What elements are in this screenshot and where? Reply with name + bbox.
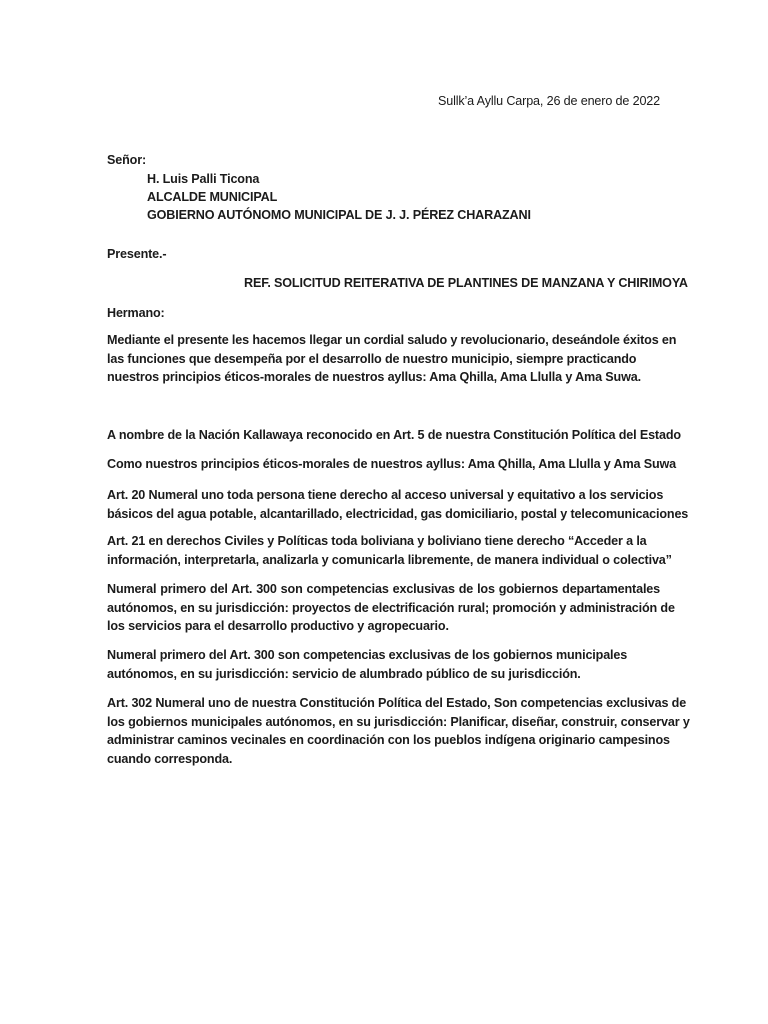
paragraph-line: Numeral primero del Art. 300 son competencias exclusivas de los gobiernos departamentales (107, 582, 660, 596)
salutation: Señor: (107, 153, 146, 167)
reference-line: REF. SOLICITUD REITERATIVA DE PLANTINES DE MANZANA Y CHIRIMOYA (244, 276, 688, 290)
paragraph-line: A nombre de la Nación Kallawaya reconocido en Art. 5 de nuestra Constitución Política del Estado (107, 428, 681, 442)
paragraph-line: Art. 302 Numeral uno de nuestra Constitución Política del Estado, Son competencias exclusivas de (107, 696, 687, 710)
paragraph-line: los gobiernos municipales autónomos, en su jurisdicción: Planificar, diseñar, construir, conservar y (107, 714, 690, 729)
paragraph-art21 (107, 532, 672, 569)
paragraph-art300-municipal (107, 646, 660, 683)
paragraph-principles (107, 455, 677, 474)
paragraph-kallawaya (107, 426, 681, 445)
paragraph-line: administrar caminos vecinales en coordinación con los pueblos indígena originario campesinos (107, 733, 670, 748)
paragraph-line: información, interpretarla, analizarla y comunicarla libremente, de manera individual o colectiva” (107, 552, 672, 567)
place-date: Sullk’a Ayllu Carpa, 26 de enero de 2022 (437, 94, 660, 108)
paragraph-line: cuando corresponda. (107, 751, 233, 766)
paragraph-art300-departamental (107, 580, 675, 636)
paragraph-line: los servicios para el desarrollo productivo y agropecuario. (107, 619, 449, 634)
paragraph-art302 (107, 694, 690, 768)
paragraph-line: Art. 21 en derechos Civiles y Políticas toda boliviana y boliviano tiene derecho “Acceder a la (107, 534, 647, 548)
paragraph-line: Numeral primero del Art. 300 son competencias exclusivas de los gobiernos municipales (107, 648, 628, 662)
presente-line: Presente.- (107, 247, 167, 261)
recipient-institution: GOBIERNO AUTÓNOMO MUNICIPAL DE J. J. PÉREZ CHARAZANI (147, 208, 531, 222)
paragraph-intro (107, 331, 677, 387)
recipient-name: H. Luis Palli Ticona (147, 172, 260, 186)
paragraph-line: las funciones que desempeña por el desarrollo de nuestro municipio, siempre practicando (107, 351, 637, 366)
paragraph-line: nuestros principios éticos-morales de nuestros ayllus: Ama Qhilla, Ama Llulla y Ama Suwa. (107, 370, 641, 385)
paragraph-art20 (107, 486, 689, 523)
recipient-title: ALCALDE MUNICIPAL (147, 190, 278, 204)
paragraph-line: básicos del agua potable, alcantarillado, electricidad, gas domiciliario, postal y telecomunicaciones (107, 506, 689, 521)
paragraph-line: autónomos, en su jurisdicción: servicio de alumbrado público de su jurisdicción. (107, 666, 581, 681)
greeting: Hermano: (107, 306, 165, 320)
paragraph-line: Mediante el presente les hacemos llegar un cordial saludo y revolucionario, deseándole éxitos en (107, 333, 677, 347)
paragraph-line: autónomos, en su jurisdicción: proyectos de electrificación rural; promoción y administración de (107, 600, 675, 615)
paragraph-line: Como nuestros principios éticos-morales de nuestros ayllus: Ama Qhilla, Ama Llulla y Ama Suwa (107, 457, 677, 471)
paragraph-line: Art. 20 Numeral uno toda persona tiene derecho al acceso universal y equitativo a los servicios (107, 488, 664, 502)
